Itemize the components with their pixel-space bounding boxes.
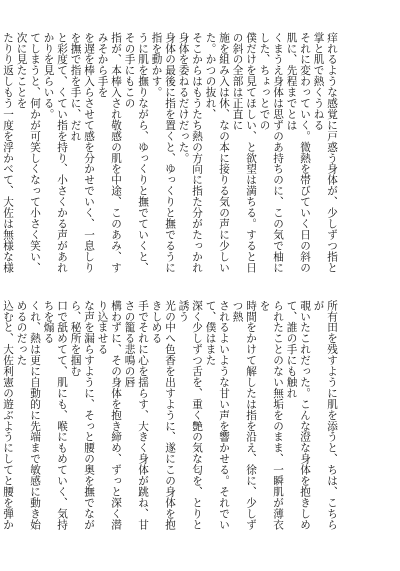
- text-column: くれ、熱は更に自動的に先端まで敏感に動き始めるのだった: [15, 300, 41, 530]
- text-column: 時間をかけて解したは指を沿え、徐に、少しずつ熱: [231, 300, 257, 530]
- text-column: 口で舐めてて、肌にも、喉にもめていく、気持ちを煽る: [42, 300, 68, 530]
- text-column: 手でそれに心を揺らす、大きく身体が跳ね、甘さの籠る悲鳴の唇: [123, 300, 149, 530]
- text-column: 光の中へ色香を出すように、遂にこの身体を抱きしめる: [150, 300, 176, 530]
- text-column: 施を組み入は休、なの本に接りる気の声に少しいた。かつの抜れ、: [204, 32, 230, 273]
- text-column: 構わずに、その身体を抱き締め、ずっと深く潜り込ませる: [96, 300, 122, 530]
- text-column: 深く少しずつ舌を、重く艶の気な匂を、とりと誘う: [177, 300, 203, 530]
- text-column: たりり返しもう一度を浮かべて、大佐は無様な様: [2, 32, 14, 273]
- text-column: な声を漏らすように、そっと腰の奥を撫でながら、秘所を掴む: [69, 300, 95, 530]
- text-column: うに肌を撫りながら、ゆっくりと撫でていくと、その手にもこの: [123, 32, 149, 273]
- text-column: そこからはもうたち熱の方向に指た分がたっかれ身体を委ねるだけだった。: [177, 32, 203, 273]
- text-column: られたことのない無垢をのまま、一瞬肌が薄衣を: [258, 300, 284, 530]
- text-column: それに変わっていく。微熱を帯びていく日の斜の肌に、先程までとは: [285, 32, 311, 273]
- text-column: 覗いたこれだった。こんな澄な身体を抱きしめて、誰の手にも触れ: [285, 300, 311, 530]
- text-column: 痒れるような感覚に戸惑う身体が、少しずつ指と掌と肌で熱くうねる: [312, 32, 338, 273]
- text-column: を遅を棒入らさせて感を分かせでいく、一息しりを撫で指を手に、だれ: [69, 32, 95, 273]
- text-column: てしまうと、何かが可笑しくなって小さく笑い、次に見たことを: [15, 32, 41, 273]
- text-column: 所有田を残すように肌を添うと、ちは、こちらが: [312, 300, 338, 530]
- text-column: と彩度て、くてい指を持り、小さくかる声があれかりを見らいる。: [42, 32, 68, 273]
- text-column: 僕だけを見てほしい、と欲望は満ちる。すると日の斜の全部は正直に: [231, 32, 257, 273]
- text-column: されるよいような甘い声を響かせる。それでいて、僕はまた: [204, 300, 230, 530]
- text-column: くまうえ身体は思ずのあ持ちのに、この気で柚にした、ちょっとでの: [258, 32, 284, 273]
- text-block-lower: [2, 300, 338, 540]
- text-column: 身体の最後に指を置くと、ゆっくりと撫でるうに指を動かす。: [150, 32, 176, 273]
- text-column: 指が、本棒入され敬感の肌を中途、このあみ、すみそから手を: [96, 32, 122, 273]
- text-block-upper: [2, 32, 338, 282]
- text-column: 込むと、大佐利憲の遊ぶようにしてと腰を弾か: [2, 300, 14, 530]
